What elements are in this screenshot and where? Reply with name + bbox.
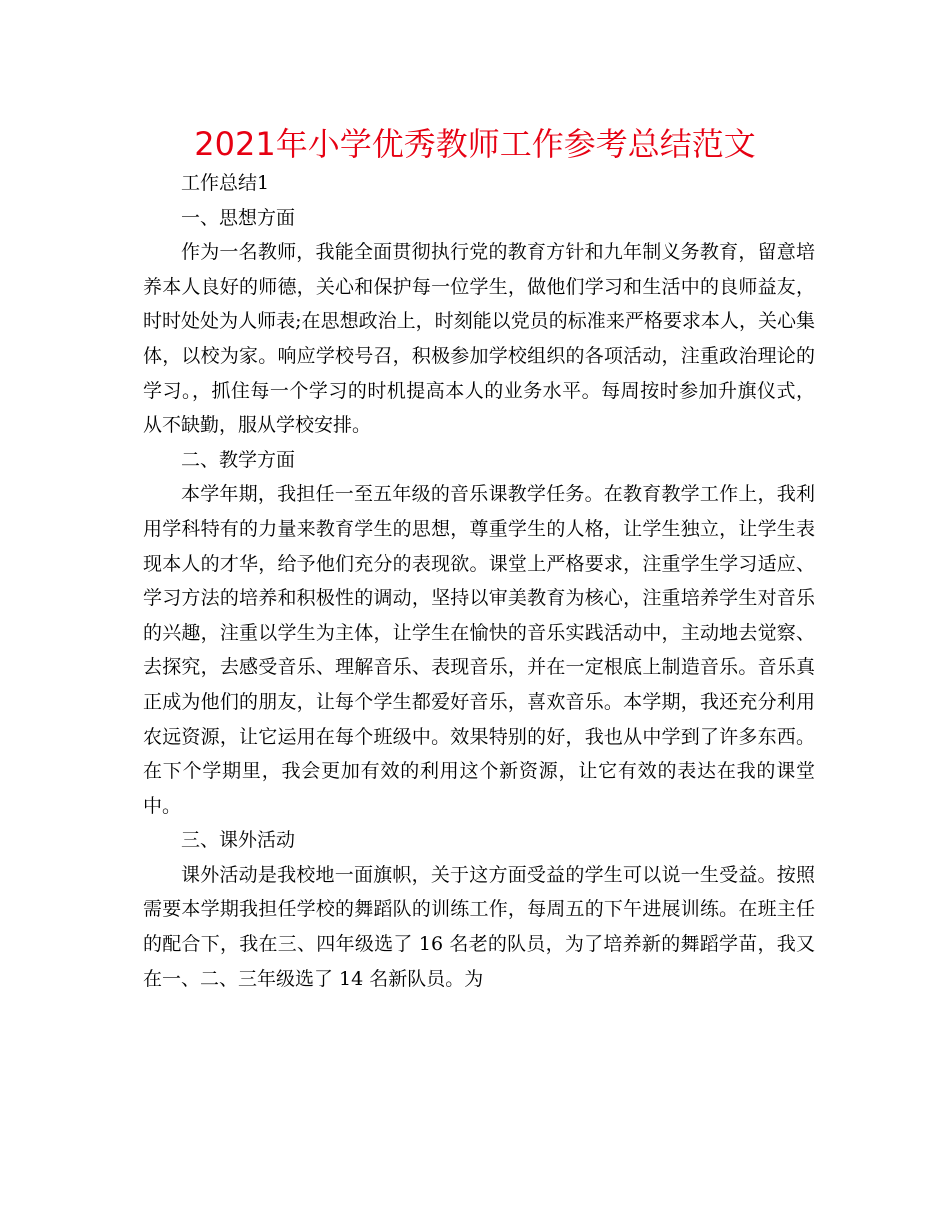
- section-heading-summary-1: 工作总结1: [181, 172, 270, 194]
- document-body: [143, 166, 815, 996]
- section-heading-extracurricular: 三、课外活动: [181, 829, 296, 852]
- paragraph-teaching: 本学年期，我担任一至五年级的音乐课教学任务。在教育教学工作上，我利用学科特有的力量来教育学生的思想，尊重学生的人格，让学生独立，让学生表现本人的才华，给予他们充分的表现欲。课堂上严格要求，注重学生学习适应、学习方法的培养和积极性的调动，坚持以审美教育为核心，注重培养学生对音乐的兴趣，注重以学生为主体，让学生在愉快的音乐实践活动中，主动地去觉察、去探究，去感受音乐、理解音乐、表现音乐，并在一定根底上制造音乐。音乐真正成为他们的朋友，让每个学生都爱好音乐，喜欢音乐。本学期，我还充分利用农远资源，让它运用在每个班级中。效果特别的好，我也从中学到了许多东西。在下个学期里，我会更加有效的利用这个新资源，让它有效的表达在我的课堂中。: [143, 483, 815, 817]
- document-title: 2021年小学优秀教师工作参考总结范文: [194, 125, 756, 163]
- section-heading-ideology: 一、思想方面: [181, 206, 296, 229]
- paragraph-ideology: 作为一名教师，我能全面贯彻执行党的教育方针和九年制义务教育，留意培养本人良好的师德，关心和保护每一位学生，做他们学习和生活中的良师益友，时时处处为人师表;在思想政治上，时刻能以党员的标准来严格要求本人，关心集体，以校为家。响应学校号召，积极参加学校组织的各项活动，注重政治理论的学习。，抓住每一个学习的时机提高本人的业务水平。每周按时参加升旗仪式，从不缺勤，服从学校安排。: [143, 241, 815, 437]
- section-heading-teaching: 二、教学方面: [181, 448, 296, 471]
- paragraph-extracurricular: 课外活动是我校地一面旗帜，关于这方面受益的学生可以说一生受益。按照需要本学期我担任学校的舞蹈队的训练工作，每周五的下午进展训练。在班主任的配合下，我在三、四年级选了 16 名老的队员，为了培养新的舞蹈学苗，我又在一、二、三年级选了 14 名新队员。为: [143, 863, 815, 990]
